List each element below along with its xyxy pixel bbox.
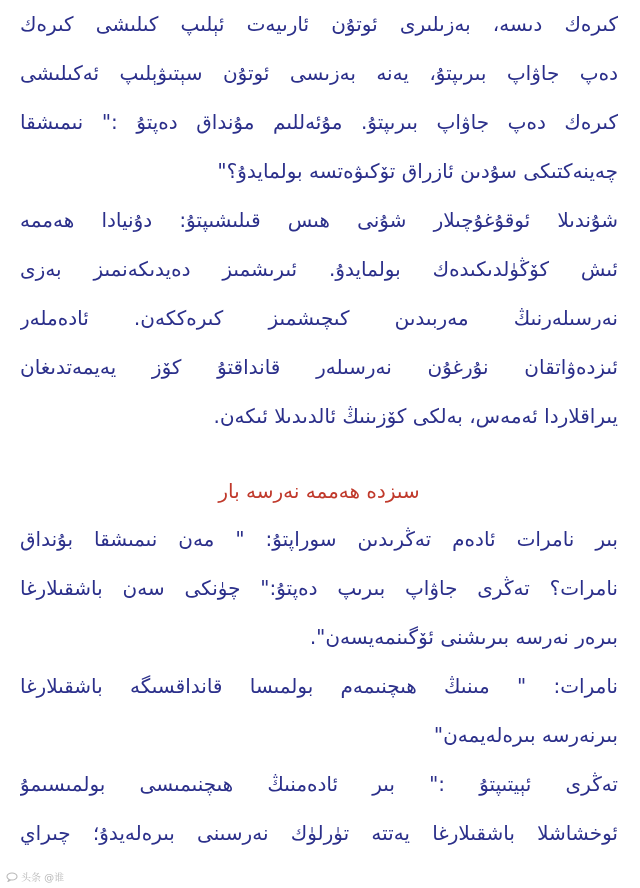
text-line: بىرنەرسە بىرەلەيمەن"	[433, 723, 618, 747]
paragraph-4	[20, 662, 618, 760]
text-line: كىرەك دەپ جاۋاپ بىرىپتۇ. مۇئەللىم مۇنداق دەپتۇ :" نىمىشقا	[20, 110, 618, 134]
text-line: نامرات: " مىنىڭ ھىچنىمەم بولمىسا قانداقسىگە باشقىلارغا	[20, 674, 618, 698]
text-line: نامرات؟ تەڭرى جاۋاپ بىرىپ دەپتۇ:" چۈنكى سەن باشقىلارغا	[20, 576, 618, 600]
text-line: بىرەر نەرسە بىرىشنى ئۆگىنمەيسەن".	[309, 625, 618, 649]
paragraph-5	[20, 760, 618, 858]
text-line: چەينەكتىكى سۇدىن ئازراق تۆكىۋەتسە بولمايدۇ؟"	[217, 159, 618, 183]
text-line: شۇندىلا ئوقۇغۇچىلار شۇنى ھىس قىلىشىپتۇ: دۇنيادا ھەممە	[20, 208, 618, 232]
text-line: بىر نامرات ئادەم تەڭرىدىن سوراپتۇ: " مەن نىمىشقا بۇنداق	[20, 527, 618, 551]
paragraph-1	[20, 0, 618, 196]
text-line: ئىش كۆڭۈلدىكىدەك بولمايدۇ. ئىرىشمىز دەيدىكەنمىز بەزى	[20, 257, 618, 281]
text-line: نەرسىلەرنىڭ مەربىدىن كىچىشمىز كىرەككەن. ئادەملەر	[20, 306, 618, 330]
paragraph-3	[20, 515, 618, 662]
watermark-text: 头条 @谁	[21, 873, 65, 884]
text-line: يىراقلاردا ئەمەس، بەلكى كۆزىنىڭ ئالدىدىلا ئىكەن.	[213, 404, 618, 428]
text-line: ئىزدەۋاتقان نۇرغۇن نەرسىلەر قانداقتۇ كۆز يەيمەتدىغان	[20, 355, 618, 379]
text-line: دەپ جاۋاپ بىرىپتۇ، يەنە بەزىسى ئوتۇن سېتىۋېلىپ ئەكىلىشى	[20, 61, 618, 85]
section-heading: سىزدە ھەممە نەرسە بار	[218, 479, 420, 503]
text-line: كىرەك دىسە، بەزىلىرى ئوتۇن ئارىيەت ئېلىپ كىلىشى كىرەك	[20, 12, 618, 36]
paragraph-2	[20, 196, 618, 441]
text-line: ئوخشاشلا باشقىلارغا يەتتە تۈرلۈك نەرسىنى بىرەلەيدۇ؛ چىراي	[20, 821, 618, 845]
source-watermark	[6, 869, 64, 884]
chat-bubble-icon	[6, 872, 18, 882]
text-line: تەڭرى ئېيتىپتۇ :" بىر ئادەمنىڭ ھىچنىمىسى بولمىسىمۇ	[20, 772, 618, 796]
